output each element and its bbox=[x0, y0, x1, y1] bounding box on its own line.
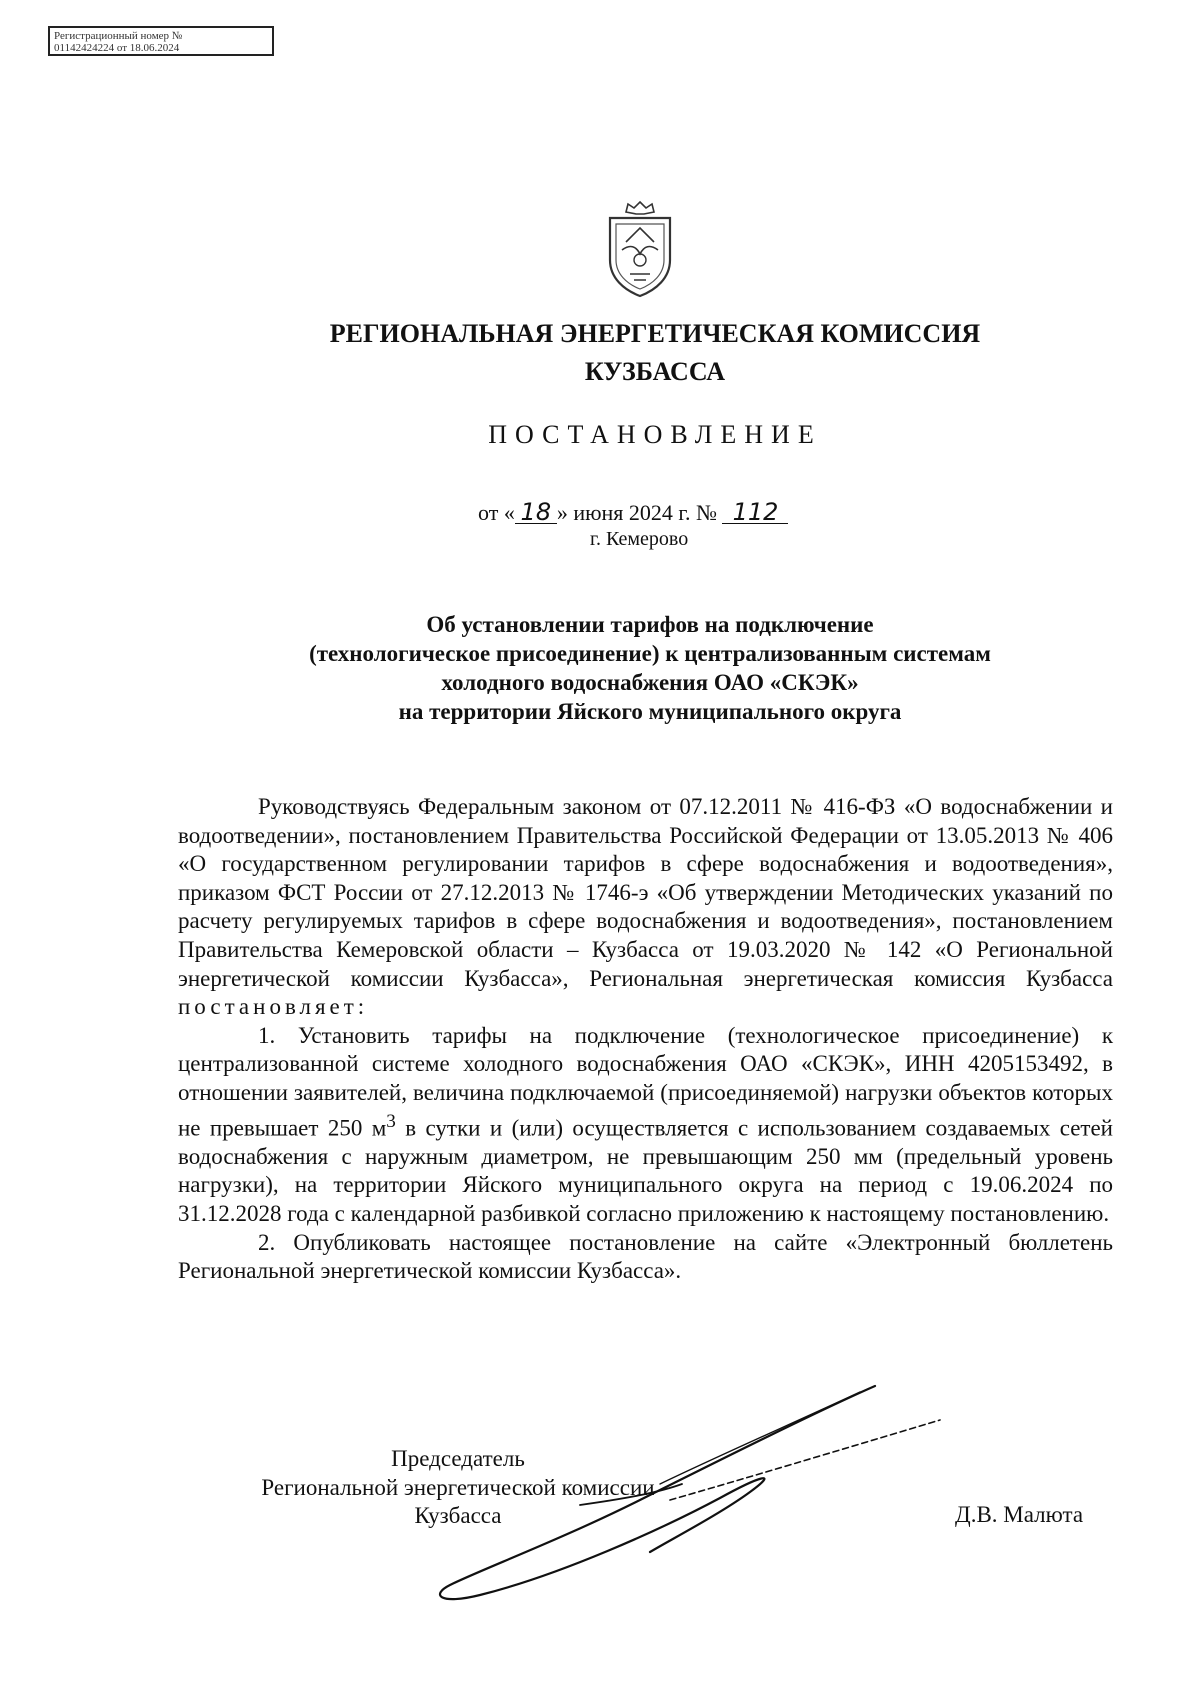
registration-stamp bbox=[48, 26, 274, 56]
signatory-title-line2: Региональной энергетической комиссии bbox=[261, 1474, 655, 1500]
document-type: ПОСТАНОВЛЕНИЕ bbox=[488, 420, 822, 449]
subject-line4: на территории Яйского муниципального округа bbox=[398, 699, 902, 724]
city: г. Кемерово bbox=[590, 528, 689, 550]
document-subject bbox=[170, 610, 1130, 726]
organization-name-line2: КУЗБАССА bbox=[584, 357, 726, 386]
subject-line2: (технологическое присоединение) к централизованным системам bbox=[309, 641, 991, 666]
registration-number-value: 01142424224 от 18.06.2024 bbox=[54, 42, 180, 54]
date-month-year: » июня 2024 г. № bbox=[556, 500, 717, 525]
cubic-superscript: 3 bbox=[386, 1110, 396, 1132]
handwritten-day: 18 bbox=[515, 501, 557, 524]
item-2-paragraph: 2. Опубликовать настоящее постановление на сайте «Электронный бюллетень Региональной энергетической комиссии Кузбасса». bbox=[178, 1229, 1113, 1284]
item-1-text-end: в сутки и (или) осуществляется с использованием создаваемых сетей водоснабжения с наружным диаметром, не превышающим 250 мм (предельный уровень нагрузки), на территории Яйского муниципального округа на период с 19.06.2024 по 31.12.2028 года с календарной разбивкой согласно приложению к настоящему постановлению. bbox=[178, 1115, 1113, 1226]
item-1-text-start: 1. Установить тарифы на подключение (технологическое присоединение) к централизованной системе холодного водоснабжения ОАО «СКЭК», ИНН 4205153492, в отношении заявителей, величина подключаемой (присоединяемой) нагрузки объектов которых не превышает 250 м bbox=[178, 1022, 1113, 1141]
handwritten-signature bbox=[420, 1380, 980, 1610]
signatory-title-line3: Кузбасса bbox=[414, 1503, 502, 1529]
organization-name-line1: РЕГИОНАЛЬНАЯ ЭНЕРГЕТИЧЕСКАЯ КОМИССИЯ bbox=[329, 319, 981, 348]
preamble-paragraph bbox=[178, 793, 1113, 1022]
signatory-title-line1: Председатель bbox=[391, 1446, 525, 1471]
kuzbass-coat-of-arms-icon bbox=[600, 198, 680, 298]
handwritten-document-number: 112 bbox=[722, 501, 788, 524]
organization-name bbox=[0, 315, 1200, 391]
resolves-word: постановляет: bbox=[178, 994, 369, 1020]
registration-number-label: Регистрационный номер № bbox=[54, 30, 183, 42]
date-prefix: от « bbox=[478, 500, 515, 525]
signatory-name: Д.В. Малюта bbox=[955, 1502, 1084, 1527]
document-date-line bbox=[478, 500, 788, 526]
item-1-paragraph bbox=[178, 1022, 1113, 1229]
preamble-text: Руководствуясь Федеральным законом от 07.12.2011 № 416-ФЗ «О водоснабжении и водоотведении», постановлением Правительства Российской Федерации от 13.05.2013 № 406 «О государственном регулировании тарифов в сфере водоснабжения и водоотведения», приказом ФСТ России от 27.12.2013 № 1746-э «Об утверждении Методических указаний по расчету регулируемых тарифов в сфере водоснабжения и водоотведения», постановлением Правительства Кемеровской области – Кузбасса от 19.03.2020 № 142 «О Региональной энергетической комиссии Кузбасса», Региональная энергетическая комиссия Кузбасса bbox=[178, 794, 1113, 991]
subject-line1: Об установлении тарифов на подключение bbox=[426, 612, 874, 637]
document-body bbox=[178, 793, 1113, 1286]
subject-line3: холодного водоснабжения ОАО «СКЭК» bbox=[441, 670, 859, 695]
